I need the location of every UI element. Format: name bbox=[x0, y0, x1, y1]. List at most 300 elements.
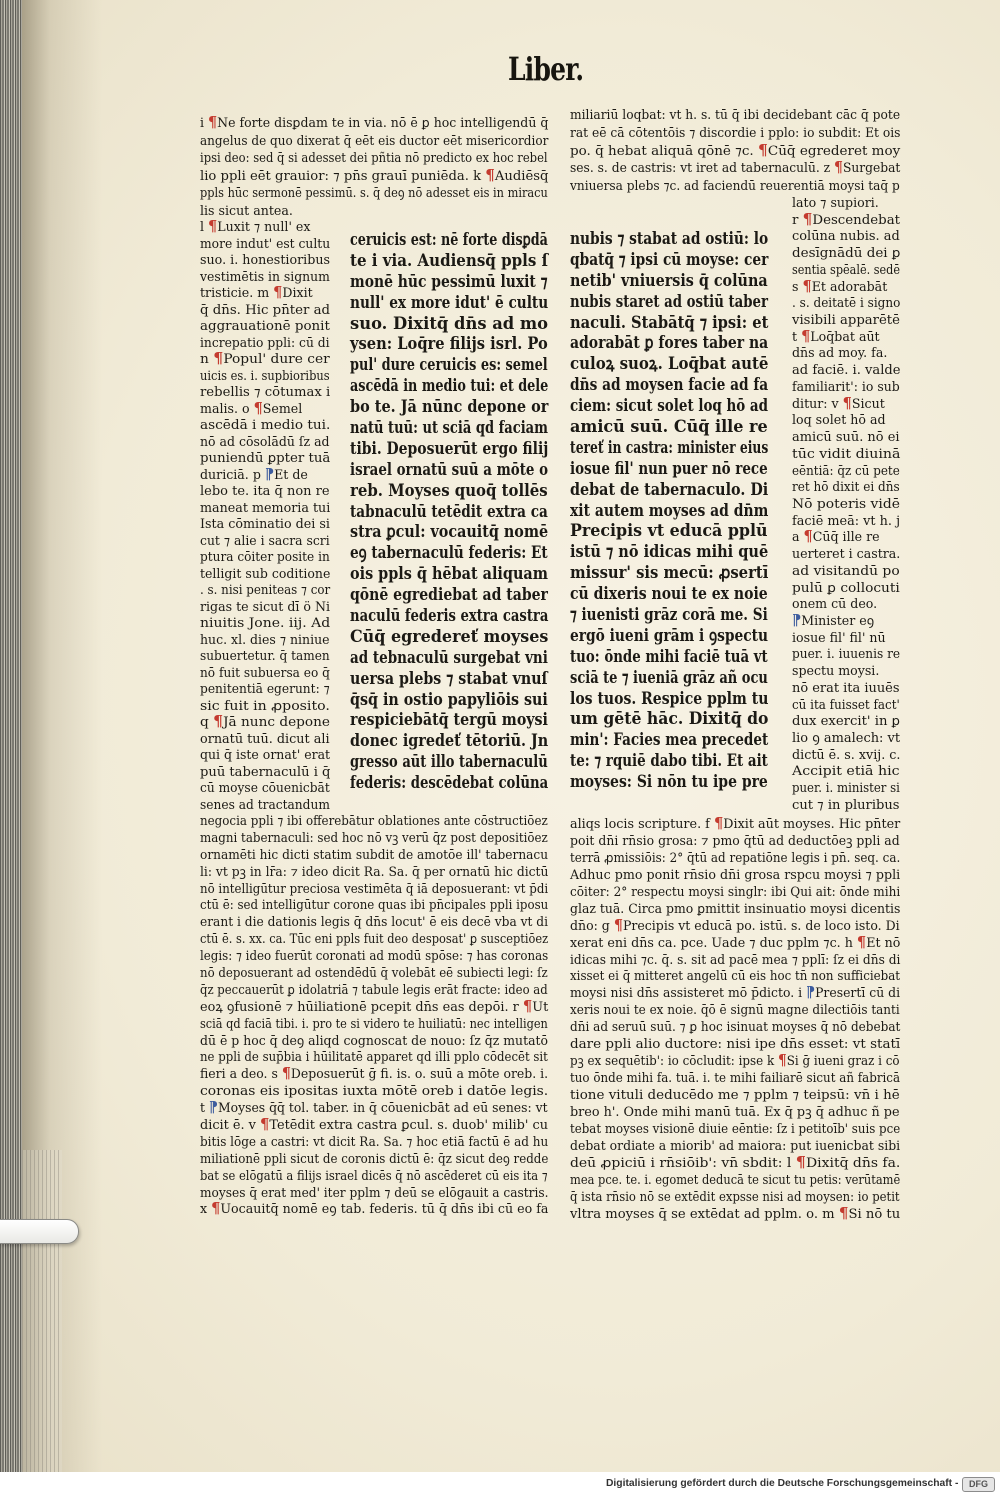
line-ink: dū ē p hoc q̄ deꝯ aliqd cognoscat de nouo: ſz q̄z mutatō bbox=[200, 1032, 549, 1048]
line-ink: te: ⁊ rquiē dabo tibi. Et ait bbox=[570, 751, 768, 771]
line-ink: q̄z peccauerūt ꝑ idolatriā ⁊ tabule legis erāt fracte: ideo ad bbox=[200, 981, 548, 997]
line-ink: t ¶Loq̄bat aūt bbox=[792, 327, 880, 345]
line-ink: ad visitandū po bbox=[792, 562, 900, 578]
text-line bbox=[570, 501, 768, 522]
text-line bbox=[350, 543, 548, 564]
text-line bbox=[200, 747, 330, 764]
text-line bbox=[570, 354, 768, 375]
text-line bbox=[792, 279, 900, 296]
rubric-mark: ¶ bbox=[713, 815, 724, 832]
line-ink: culoꝝ suoꝝ. Loq̄bat autē bbox=[570, 354, 769, 374]
text-line bbox=[200, 167, 548, 185]
line-ink: breo h'. Onde mihi manū tuā. Ex q̄ pꝫ q̄ adhuc ñ pe bbox=[570, 1103, 900, 1119]
line-ink: a ¶Cūq̄ ille re bbox=[792, 528, 880, 546]
line-ink: rigas te sicut dī ö Ni bbox=[200, 598, 331, 614]
line-ink: tuo: ōnde mihi faciē tuā vt bbox=[570, 646, 768, 666]
line-ink: vniuersa plebs ⁊c. ad faciendū reuerentiā moysi taq̄ p bbox=[570, 178, 900, 194]
line-ink: angelus de quo dixerat q̄ eēt eis ductor eēt misericordior bbox=[200, 132, 549, 148]
line-ink: lato ⁊ supiori. bbox=[792, 195, 879, 210]
line-ink: pꝫ ex sequētib': io cōcludit: ipse k ¶Si ḡ iueni graz i cō bbox=[570, 1052, 900, 1070]
text-line bbox=[200, 764, 330, 781]
line-ink: moyses: Si nōn tu ipe pre bbox=[570, 772, 768, 792]
text-line bbox=[570, 417, 768, 438]
text-line bbox=[200, 1066, 548, 1083]
rubric-mark: ¶ bbox=[260, 1116, 270, 1134]
line-ink: dictū ē. s. xvij. c. bbox=[792, 746, 901, 762]
text-line bbox=[792, 797, 900, 814]
line-ink: dicit ē. v ¶Tetēdit extra castra ꝑcul. s. duob' milib' cu bbox=[200, 1116, 548, 1134]
text-line bbox=[570, 833, 900, 850]
line-ink: nō fuit subuersa eo q̄ bbox=[200, 664, 330, 680]
rubric-mark: ¶ bbox=[211, 1200, 221, 1218]
line-ink: puniendū ꝑpter tuā bbox=[200, 450, 331, 465]
line-ink: ad faciē. i. valde bbox=[792, 362, 901, 378]
line-ink: faciē meā: vt h. j bbox=[792, 512, 901, 528]
text-line bbox=[792, 479, 900, 496]
line-ink: Nō poteris vidē bbox=[792, 495, 900, 511]
text-line bbox=[350, 731, 548, 752]
line-ink: los tuos. Respice pplm tu bbox=[570, 688, 769, 708]
text-line bbox=[200, 698, 330, 715]
line-ink: nō intelligūtur preciosa vestimēta q̄ iā deposuerant: vt p̄di bbox=[200, 880, 549, 896]
text-line bbox=[570, 313, 768, 334]
text-line bbox=[200, 483, 330, 500]
text-line bbox=[570, 1121, 900, 1138]
line-ink: lebo te. ita q̄ non re bbox=[200, 483, 330, 498]
text-line bbox=[570, 459, 768, 480]
line-ink: dare ppli alio ductore: nisi ipe dn̄s esset: vt statī bbox=[570, 1036, 901, 1052]
line-ink: netib' vniuersis q̄ colūna bbox=[570, 270, 768, 290]
line-ink: po. q̄ hebat aliquā qōnē ⁊c. ¶Cūq̄ egrederet moy bbox=[570, 141, 901, 159]
text-line bbox=[792, 730, 900, 747]
text-line bbox=[200, 1016, 548, 1033]
line-ink: nō erat ita iuuēs bbox=[792, 679, 900, 695]
line-ink: nō ad cōsolādū ſz ad bbox=[200, 433, 330, 449]
text-line bbox=[570, 1087, 900, 1104]
text-line bbox=[792, 763, 900, 780]
text-line bbox=[350, 460, 548, 481]
line-ink: uerteret i castra. bbox=[792, 546, 901, 562]
text-line bbox=[570, 1155, 900, 1172]
text-line bbox=[350, 251, 548, 272]
rubric-mark: ⁋ bbox=[792, 611, 802, 629]
rubric-mark: ⁋ bbox=[208, 1099, 218, 1117]
gloss-mid-right bbox=[792, 195, 900, 814]
text-line bbox=[792, 195, 900, 212]
line-ink: istū ⁊ nō idicas mihi quē bbox=[570, 542, 769, 562]
text-line bbox=[570, 480, 768, 501]
text-line bbox=[570, 1070, 900, 1087]
text-line bbox=[570, 1138, 900, 1155]
line-ink: i ¶Ne forte disꝑdam te in via. nō ē ꝑ hoc intelligendū q̄ bbox=[200, 114, 549, 131]
line-ink: nubis ⁊ stabat ad ostiū: lo bbox=[570, 229, 769, 248]
text-line bbox=[570, 1019, 900, 1036]
line-ink: senes ad tractandum bbox=[200, 796, 330, 812]
line-ink: uicis es. i. supbioribus bbox=[200, 367, 330, 383]
line-ink: ⁊ iuenisti grāz corā me. Si bbox=[570, 605, 768, 625]
text-line bbox=[350, 376, 548, 397]
text-line bbox=[570, 1206, 900, 1223]
line-ink: rat eē cā cōtentōis ⁊ discordie i pplo: io subdit: Et ois bbox=[570, 124, 901, 140]
text-line bbox=[792, 412, 900, 429]
text-line bbox=[792, 663, 900, 680]
line-ink: huc. xl. dies ⁊ niniue bbox=[200, 631, 330, 647]
line-ink: Adhuc pmo ponit rn̄sio dn̄i grosa rspcu moysi ⁊ ppli bbox=[570, 866, 901, 882]
text-line bbox=[350, 627, 548, 648]
text-line bbox=[792, 345, 900, 362]
text-line bbox=[792, 396, 900, 413]
line-ink: sciā te ⁊ iueniā grāz añ ocu bbox=[570, 667, 768, 687]
dfg-logo: DFG bbox=[962, 1477, 995, 1492]
line-ink: ppls hūc sermonē pessimū. s. q̄ deꝯ nō adesset eis in miracu bbox=[200, 185, 548, 200]
text-line bbox=[200, 450, 330, 467]
rubric-mark: ¶ bbox=[213, 713, 224, 730]
text-line bbox=[200, 467, 330, 484]
rubric-mark: ¶ bbox=[838, 1204, 849, 1222]
line-ink: aliqs locis scripture. f ¶Dixit aūt moyses. Hic pn̄ter bbox=[570, 815, 901, 832]
line-ink: dn̄s ad moysen facie ad fa bbox=[570, 375, 769, 395]
rubric-mark: ¶ bbox=[801, 327, 811, 345]
text-line bbox=[200, 599, 330, 616]
text-line bbox=[570, 1104, 900, 1121]
text-line bbox=[792, 780, 900, 797]
text-line bbox=[570, 521, 768, 542]
line-ink: telligit sub coditione bbox=[200, 565, 331, 581]
line-ink: q̄ dn̄s. Hic pn̄ter ad bbox=[200, 301, 331, 317]
line-ink: spectu moysi. bbox=[792, 663, 880, 679]
line-ink: te i via. Audiensq̄ ppls ſ bbox=[350, 250, 549, 270]
line-ink: puū tabernaculū i q̄ bbox=[200, 763, 331, 779]
line-ink: naculi. Stabātq̄ ⁊ ipsi: et bbox=[570, 312, 769, 332]
line-ink: ⁋Minister eꝯ bbox=[792, 611, 875, 629]
line-ink: suo. Dixitq̄ dn̄s ad mo bbox=[350, 313, 549, 333]
text-line bbox=[350, 293, 548, 314]
rubric-mark: ¶ bbox=[207, 114, 218, 131]
text-line bbox=[350, 522, 548, 543]
rubric-mark: ¶ bbox=[273, 284, 283, 301]
line-ink: missur' sis mecū: ꝓsertī bbox=[570, 563, 769, 583]
line-ink: onem cū deo. bbox=[792, 596, 878, 612]
rubric-mark: ¶ bbox=[213, 350, 224, 367]
line-ink: subuertetur. q̄ tamen bbox=[200, 648, 330, 663]
text-line bbox=[350, 752, 548, 773]
rubric-mark: ¶ bbox=[208, 218, 218, 235]
line-ink: xit autem moyses ad dn̄m bbox=[570, 500, 769, 520]
line-ink: lis sicut antea. bbox=[200, 202, 293, 218]
text-line bbox=[350, 334, 548, 355]
line-ink: natū tuū: ut sciā qd faciam bbox=[350, 418, 548, 438]
line-ink: l ¶Luxit ⁊ null' ex bbox=[200, 218, 311, 235]
gloss-mid-left bbox=[200, 219, 330, 813]
text-line bbox=[200, 897, 548, 914]
text-line bbox=[570, 1189, 900, 1206]
footer-credit-text: Digitalisierung gefördert durch die Deutsche Forschungsgemeinschaft - bbox=[606, 1477, 959, 1489]
line-ink: aggrauationē ponit bbox=[200, 318, 330, 333]
line-ink: uersa plebs ⁊ stabat vnuſ bbox=[350, 668, 548, 688]
line-ink: bitis lōge a castri: vt dicit Ra. Sa. ⁊ hoc etiā factū ē ad hu bbox=[200, 1133, 549, 1149]
line-ink: um gētē hāc. Dixitq̄ do bbox=[570, 709, 769, 729]
text-line bbox=[200, 1049, 548, 1066]
text-line bbox=[200, 285, 330, 302]
line-ink: fieri a deo. s ¶Deposuerūt ḡ fi. is. o. suū a mōte oreb. i. bbox=[200, 1065, 549, 1083]
line-ink: penitentiā egerunt: ⁊ bbox=[200, 681, 330, 696]
text-line bbox=[200, 813, 548, 830]
text-line bbox=[200, 965, 548, 982]
text-line bbox=[570, 542, 768, 563]
text-line bbox=[200, 236, 330, 253]
line-ink: israel ornatū suū a mōte o bbox=[350, 459, 549, 479]
text-line bbox=[200, 401, 330, 418]
line-ink: ditur: v ¶Sicut bbox=[792, 394, 885, 412]
line-ink: rebellis ⁊ cōtumax i bbox=[200, 384, 331, 399]
line-ink: adorabāt ꝑ fores taber na bbox=[570, 333, 769, 353]
line-ink: Cūq̄ egredereť moyses bbox=[350, 626, 549, 646]
text-line bbox=[200, 1134, 548, 1151]
gloss-bottom-right bbox=[570, 816, 900, 1223]
text-line bbox=[570, 124, 900, 142]
line-ink: ornatū tuū. dicut ali bbox=[200, 730, 330, 746]
line-ink: idicas mihi ⁊c. q̄. s. sit ad pacē mea ⁊ pplī: ſz ei dn̄s di bbox=[570, 951, 901, 967]
rubric-mark: ¶ bbox=[522, 997, 533, 1015]
line-ink: ptura cōiter posite in bbox=[200, 549, 330, 564]
rubric-mark: ⁋ bbox=[264, 465, 275, 483]
line-ink: Accipit etiā hic bbox=[792, 763, 900, 779]
line-ink: q̄ ista rn̄sio nō se extēdit expsse nisi ad moysen: io petit bbox=[570, 1188, 900, 1204]
text-line bbox=[350, 418, 548, 439]
text-line bbox=[570, 1002, 900, 1019]
text-line bbox=[570, 918, 900, 935]
text-line bbox=[792, 646, 900, 663]
text-line bbox=[792, 429, 900, 446]
line-ink: suo. i. honestioribus bbox=[200, 252, 331, 267]
text-line bbox=[570, 968, 900, 985]
line-ink: cū dixeris noui te ex noie bbox=[570, 584, 768, 604]
line-ink: amicū suū. Cūq̄ ille re bbox=[570, 417, 768, 437]
text-line bbox=[792, 362, 900, 379]
line-ink: lio ppli eēt grauior: ⁊ pn̄s grauī puniēda. k ¶Audiēsq̄ bbox=[200, 166, 549, 184]
line-ink: terrā ꝓmissiōis: 2° q̄tū ad repatiōne legis i pn̄. seq. ca. bbox=[570, 849, 901, 865]
line-ink: dn̄o: g ¶Precipis vt educā po. istū. s. de loco isto. Di bbox=[570, 916, 900, 934]
line-ink: sciā qd faciā tibi. i. pro te si videro te huiliatū: nec intelligen bbox=[200, 1015, 548, 1031]
line-ink: vestimētis in signum bbox=[200, 268, 330, 284]
line-ink: niuitis Jone. iij. Ad bbox=[200, 615, 331, 630]
text-line bbox=[200, 914, 548, 931]
line-ink: ysen: Loq̄re filijs isrl. Po bbox=[350, 334, 548, 354]
line-ink: cut ⁊ alie i sacra scri bbox=[200, 532, 330, 548]
text-line bbox=[570, 375, 768, 396]
line-ink: miliariū loqbat: vt h. s. tū q̄ ibi decidebant cāc q̄ pote bbox=[570, 107, 901, 122]
gloss-top-left bbox=[200, 114, 548, 219]
text-line bbox=[350, 481, 548, 502]
line-ink: magni tabernaculi: sed hoc nō vꝫ verū q̄z post depositiōez bbox=[200, 829, 548, 845]
text-line bbox=[570, 292, 768, 313]
line-ink: qōnē egrediebat ad taber bbox=[350, 585, 548, 605]
line-ink: eēntiā: q̄z cū pete bbox=[792, 462, 900, 478]
line-ink: Ista cōminatio dei si bbox=[200, 516, 330, 531]
text-line bbox=[200, 830, 548, 847]
text-line bbox=[200, 269, 330, 286]
line-ink: Precipis vt educā pplū bbox=[570, 521, 768, 541]
line-ink: ne ppli de sup̄bia i hūilitatē apparet qd illi pplo cōdecēt sit bbox=[200, 1049, 548, 1065]
text-line bbox=[200, 114, 548, 132]
rubric-mark: ¶ bbox=[485, 166, 495, 184]
line-ink: qbatq̄ ⁊ ipsi cū moyse: cer bbox=[570, 249, 769, 269]
line-ink: . s. deitatē i signo bbox=[792, 295, 901, 311]
line-ink: gresso aūt illo tabernaculū bbox=[350, 752, 548, 772]
line-ink: nubis staret ad ostiū taber bbox=[570, 291, 768, 311]
text-line bbox=[200, 999, 548, 1016]
text-line bbox=[200, 549, 330, 566]
line-ink: bat se elōgatū a filijs israel dicēs q̄ nō ascēderet cū eis ita ⁊ bbox=[200, 1167, 548, 1183]
page-edge-stack bbox=[0, 0, 22, 1472]
text-line bbox=[792, 463, 900, 480]
line-ink: lio ꝯ amalech: vt bbox=[792, 730, 901, 745]
text-line bbox=[792, 613, 900, 630]
text-line bbox=[792, 446, 900, 463]
line-ink: desīgnādū dei ꝑ bbox=[792, 245, 901, 261]
rubric-mark: ¶ bbox=[834, 159, 843, 177]
line-ink: amicū suū. nō ei bbox=[792, 429, 900, 445]
line-ink: t ⁋Moyses q̄q̄ tol. taber. in q̄ cōuenicbāt ad eū senes: vt bbox=[200, 1099, 548, 1117]
text-line bbox=[570, 668, 768, 689]
line-ink: increpatio ppli: cū di bbox=[200, 334, 330, 350]
text-line bbox=[792, 329, 900, 346]
text-line bbox=[200, 384, 330, 401]
line-ink: debat de tabernaculo. Di bbox=[570, 479, 769, 499]
gloss-bottom-left bbox=[200, 813, 548, 1218]
line-ink: pul' dure ceruicis es: semel bbox=[350, 355, 548, 375]
page-edges-fan bbox=[22, 1150, 62, 1472]
text-line bbox=[570, 1053, 900, 1070]
text-line bbox=[200, 615, 330, 632]
line-ink: iosue fil' nun puer nō rece bbox=[570, 458, 768, 478]
text-line bbox=[200, 252, 330, 269]
text-line bbox=[570, 952, 900, 969]
text-line bbox=[350, 230, 548, 251]
text-line bbox=[200, 533, 330, 550]
text-line bbox=[200, 731, 330, 748]
line-ink: cut ⁊ in pluribus bbox=[792, 796, 900, 812]
text-line bbox=[570, 605, 768, 626]
line-ink: ipsi deo: sed q̄ si adesset dei pñtia nō predicto ex hoc rebel bbox=[200, 150, 548, 165]
line-ink: q̄sq̄ in ostio papyliōis sui bbox=[350, 689, 548, 709]
text-line bbox=[200, 1117, 548, 1134]
line-ink: dux exercit' in ꝑ bbox=[792, 713, 901, 729]
line-ink: ctū ē. s. xx. ca. Tūc eni ppls fuit deo desposat' ꝑ susceptiōez bbox=[200, 931, 549, 947]
text-line bbox=[200, 202, 548, 220]
line-ink: loq solet hō ad bbox=[792, 412, 886, 428]
rubric-mark: ¶ bbox=[777, 1052, 787, 1070]
line-ink: moyses q̄ erat med' iter pplm ⁊ deū se elōgauit a castris. bbox=[200, 1184, 549, 1200]
text-line bbox=[200, 566, 330, 583]
text-line bbox=[570, 159, 900, 177]
rubric-mark: ¶ bbox=[802, 210, 813, 228]
text-line bbox=[200, 1168, 548, 1185]
text-line bbox=[350, 502, 548, 523]
text-line bbox=[200, 149, 548, 167]
text-line bbox=[200, 864, 548, 881]
rubric-mark: ¶ bbox=[795, 1153, 806, 1171]
text-line bbox=[350, 773, 548, 794]
line-ink: familiarit': io sub bbox=[792, 378, 900, 394]
line-ink: min': Facies mea precedet bbox=[570, 730, 769, 750]
rubric-mark: ¶ bbox=[802, 277, 812, 295]
text-line bbox=[570, 396, 768, 417]
line-ink: tabnaculū tetēdit extra ca bbox=[350, 501, 548, 521]
line-ink: tuo ōnde mihi fa. tuā. i. te mihi failiarē sicut añ fabricā bbox=[570, 1070, 901, 1086]
text-line bbox=[200, 931, 548, 948]
text-line bbox=[200, 500, 330, 517]
text-line bbox=[350, 690, 548, 711]
text-line bbox=[200, 1185, 548, 1202]
text-line bbox=[350, 439, 548, 460]
line-ink: moysi nisi dn̄s assisteret mō p̄dicto. i ⁋Presertī cū di bbox=[570, 984, 901, 1002]
running-head: Liber. bbox=[508, 50, 584, 88]
line-ink: dn̄i ad seruū suū. ⁊ ꝑ hoc isinuat moyses q̄ nō debebat bbox=[570, 1019, 901, 1035]
text-line bbox=[570, 142, 900, 160]
text-line bbox=[200, 1151, 548, 1168]
line-ink: r ¶Descendebat bbox=[792, 210, 901, 228]
line-ink: cōiter: 2° respectu moysi singlr: ibi Qui ait: ōnde mihi bbox=[570, 883, 901, 899]
rubric-mark: ¶ bbox=[613, 916, 623, 934]
text-line bbox=[350, 272, 548, 293]
rubric-mark: ¶ bbox=[803, 528, 813, 546]
line-ink: q ¶Jā nunc depone bbox=[200, 713, 330, 730]
line-ink: colūna nubis. ad bbox=[792, 228, 900, 244]
text-line bbox=[350, 564, 548, 585]
text-line bbox=[200, 582, 330, 599]
text-line bbox=[792, 379, 900, 396]
text-line bbox=[570, 1172, 900, 1189]
rubric-mark: ¶ bbox=[842, 394, 852, 412]
text-line bbox=[570, 985, 900, 1002]
text-line bbox=[792, 513, 900, 530]
text-line bbox=[200, 982, 548, 999]
text-line bbox=[350, 648, 548, 669]
text-line bbox=[792, 580, 900, 597]
text-line bbox=[200, 1033, 548, 1050]
line-ink: erant i die dationis legis q̄ dn̄s locut' ē eis decē vba vt di bbox=[200, 914, 549, 930]
text-line bbox=[350, 355, 548, 376]
text-line bbox=[570, 730, 768, 751]
text-line bbox=[570, 935, 900, 952]
gloss-top-right bbox=[570, 106, 900, 195]
line-ink: iosue fil' fil' nū bbox=[792, 629, 886, 645]
text-line bbox=[200, 368, 330, 385]
text-line bbox=[570, 816, 900, 833]
line-ink: ctū ē: sed intelligūtur corone quas ibi pn̄cipales ppli iposu bbox=[200, 897, 549, 913]
text-line bbox=[792, 747, 900, 764]
line-ink: more indut' est cultu bbox=[200, 235, 331, 251]
line-ink: tibi. Deposuerūt ergo filij bbox=[350, 438, 549, 458]
text-line bbox=[200, 434, 330, 451]
line-ink: puer. i. minister si bbox=[792, 780, 900, 796]
line-ink: tereť in castra: minister eius bbox=[570, 437, 769, 457]
line-ink: legis: ⁊ ideo fuerūt coronati ad modū spōse: ⁊ has coronas bbox=[200, 948, 549, 964]
line-ink: coronas eis ipositas iuxta mōtē oreb i datōe legis. bbox=[200, 1083, 549, 1099]
line-ink: ascēdā i medio tui. bbox=[200, 417, 331, 432]
line-ink: cū moyse cōuenicbāt bbox=[200, 780, 330, 795]
line-ink: ergō iueni grām i ꝯspectu bbox=[570, 625, 769, 645]
text-column-1 bbox=[350, 230, 548, 794]
text-line bbox=[350, 314, 548, 335]
line-ink: pulū ꝑ collocuti bbox=[792, 579, 900, 595]
page-clip bbox=[0, 1219, 79, 1244]
line-ink: xeris noui te ex noie. q̄ō ē signū magne dilectiōis tanti bbox=[570, 1002, 900, 1018]
line-ink: ad tebnaculū surgebat vni bbox=[350, 647, 548, 667]
line-ink: tione vituli deducēdo me ⁊ pplm ⁊ teipsū: vn̄ i hē bbox=[570, 1087, 900, 1102]
text-line bbox=[200, 847, 548, 864]
